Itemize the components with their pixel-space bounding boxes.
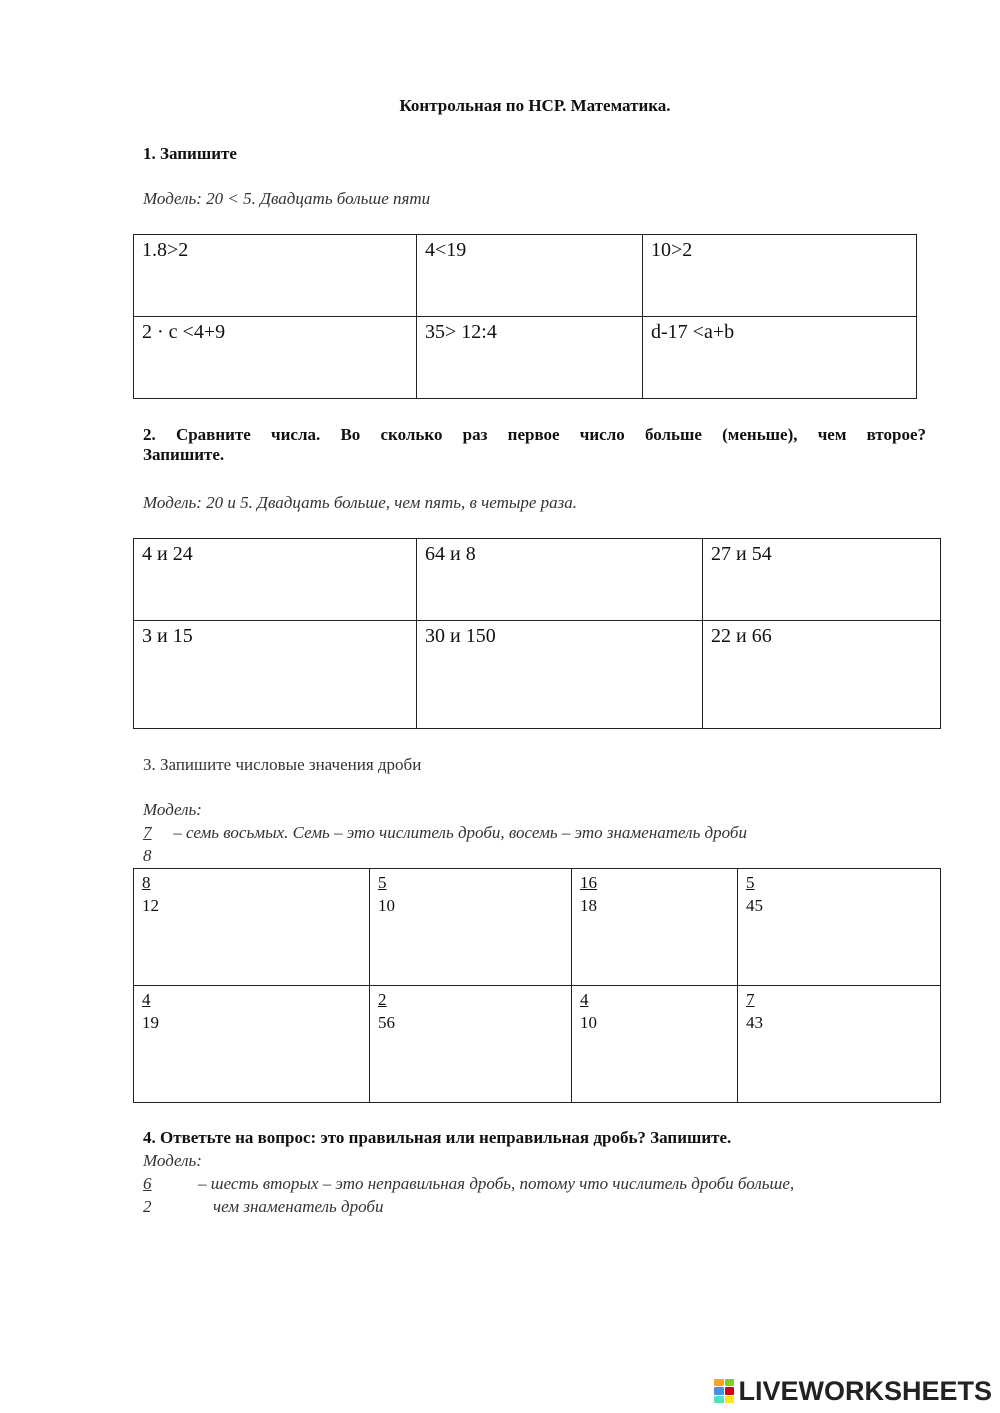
task2-cell[interactable]: 4 и 24 [134, 539, 417, 621]
liveworksheets-logo [714, 1377, 992, 1405]
fraction-denominator: 45 [746, 896, 763, 915]
table-row [134, 986, 941, 1103]
page-title: Контрольная по НСР. Математика. [399, 96, 671, 115]
fraction-cell[interactable] [572, 986, 738, 1103]
fraction-cell[interactable] [134, 986, 370, 1103]
task1-cell[interactable]: 1.8>2 [134, 235, 417, 317]
fraction-numerator: 2 [378, 990, 387, 1009]
task1-cell[interactable]: 35> 12:4 [417, 317, 643, 399]
fraction-numerator: 4 [142, 990, 151, 1009]
fraction-cell[interactable] [370, 986, 572, 1103]
fraction-numerator: 7 [746, 990, 755, 1009]
task2-model: Модель: 20 и 5. Двадцать больше, чем пять, в четыре раза. [143, 493, 578, 512]
task3-model-label: Модель: [143, 800, 202, 819]
fraction-cell[interactable] [738, 986, 941, 1103]
task2-cell[interactable]: 30 и 150 [417, 621, 703, 729]
task2-table [133, 538, 941, 729]
fraction-numerator: 16 [580, 873, 597, 892]
table-row [134, 621, 941, 729]
fraction-numerator: 5 [746, 873, 755, 892]
task4-model-line1: – шесть вторых – это неправильная дробь, потому что числитель дроби больше, [198, 1174, 795, 1193]
fraction-denominator: 10 [580, 1013, 597, 1032]
task3-model-denominator: 8 [143, 846, 152, 865]
task3-table [133, 868, 941, 1103]
task4-model-line2: чем знаменатель дроби [213, 1197, 384, 1216]
task4-model-numerator: 6 [143, 1174, 152, 1193]
fraction-cell[interactable] [134, 869, 370, 986]
table-row [134, 317, 917, 399]
fraction-denominator: 18 [580, 896, 597, 915]
task3-heading: 3. Запишите числовые значения дроби [143, 755, 422, 774]
task1-heading: 1. Запишите [143, 144, 237, 163]
fraction-numerator: 5 [378, 873, 387, 892]
task1-cell[interactable]: 2 · c <4+9 [134, 317, 417, 399]
fraction-denominator: 19 [142, 1013, 159, 1032]
task2-heading: 2. Сравните числа. Во сколько раз первое число больше (меньше), чем второе? Запишите. [143, 425, 926, 464]
fraction-denominator: 10 [378, 896, 395, 915]
task1-cell[interactable]: 10>2 [643, 235, 917, 317]
task2-cell[interactable]: 3 и 15 [134, 621, 417, 729]
logo-text: LIVEWORKSHEETS [738, 1375, 992, 1406]
task2-cell[interactable]: 22 и 66 [703, 621, 941, 729]
task2-cell[interactable]: 27 и 54 [703, 539, 941, 621]
task1-table [133, 234, 917, 399]
table-row [134, 235, 917, 317]
task4-heading: 4. Ответьте на вопрос: это правильная или неправильная дробь? Запишите. [143, 1128, 732, 1147]
fraction-cell[interactable] [370, 869, 572, 986]
task3-model-text: – семь восьмых. Семь – это числитель дроби, восемь – это знаменатель дроби [173, 823, 747, 842]
fraction-denominator: 56 [378, 1013, 395, 1032]
table-row [134, 869, 941, 986]
task4-model-denominator: 2 [143, 1197, 152, 1216]
fraction-cell[interactable] [572, 869, 738, 986]
fraction-numerator: 4 [580, 990, 589, 1009]
task2-cell[interactable]: 64 и 8 [417, 539, 703, 621]
task3-model-numerator: 7 [143, 823, 152, 842]
fraction-denominator: 12 [142, 896, 159, 915]
fraction-numerator: 8 [142, 873, 151, 892]
task1-cell[interactable]: 4<19 [417, 235, 643, 317]
fraction-cell[interactable] [738, 869, 941, 986]
fraction-denominator: 43 [746, 1013, 763, 1032]
table-row [134, 539, 941, 621]
task4-model-label: Модель: [143, 1151, 202, 1170]
logo-icon [714, 1379, 734, 1403]
task1-model: Модель: 20 < 5. Двадцать больше пяти [143, 189, 431, 208]
task1-cell[interactable]: d-17 <a+b [643, 317, 917, 399]
task3-model-line [143, 823, 747, 843]
